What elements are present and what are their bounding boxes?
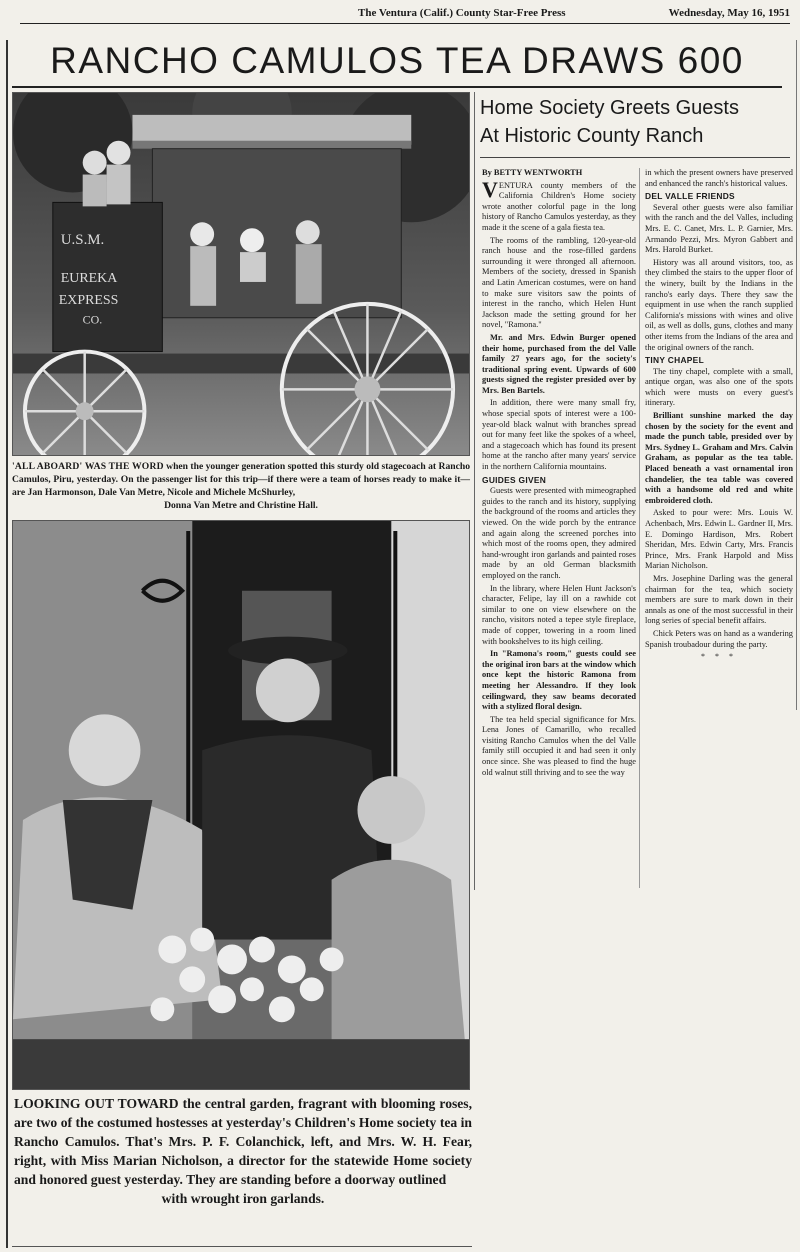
hostesses-photo bbox=[12, 520, 470, 1090]
paragraph-15: Mrs. Josephine Darling was the general chairman for the tea, which society members are sure to mark down in their annals as one of the most successful in their long series of special benefit affairs. bbox=[645, 573, 793, 626]
stagecoach-photo bbox=[12, 92, 470, 456]
article-column-1 bbox=[482, 168, 640, 888]
drop-cap: V bbox=[482, 176, 498, 202]
sign-express: EXPRESS bbox=[58, 292, 119, 308]
left-border-rule bbox=[6, 40, 8, 1248]
subheadline bbox=[480, 94, 790, 158]
paragraph-6: In the library, where Helen Hunt Jackson's character, Felipe, lay ill on a rawhide cot similar to one on view elsewhere on the rancho, visitors noted a tepee style fireplace, made of copper, towering in a room lined with bookshelves to its high ceiling. bbox=[482, 583, 636, 646]
paragraph-4: In addition, there were many small fry, whose special spots of interest were a 100-year-old black walnut with branches spread out for many feet like the spokes of a wheel, and a stagecoach which has found its present home at the rancho after many years' service in the northern California mountains. bbox=[482, 398, 636, 472]
sign-usm: U.S.M. bbox=[60, 232, 105, 249]
stagecoach-caption bbox=[12, 460, 470, 512]
paragraph-14: Asked to pour were: Mrs. Louis W. Achenbach, Mrs. Edwin L. Gardner II, Mrs. E. Domingo Hardison, Mrs. Robert Sheridan, Mrs. Edwin Carty, Mrs. Francis Prince, Mrs. Frank Harpold and Miss Marian Nicholson. bbox=[645, 508, 793, 571]
paragraph-5: Guests were presented with mimeographed guides to the ranch and its history, supplying the background of the rooms and articles they viewed. On the wide porch by the entrance and again along the screened porches into which most of the rooms open, they admired hand-wrought iron garlands and painted roses made by an old German blacksmith employed on the ranch. bbox=[482, 486, 636, 580]
sign-co: CO. bbox=[82, 312, 103, 327]
paragraph-8: The tea held special significance for Mrs. Lena Jones of Camarillo, who recalled visiting Rancho Camulos when the del Valle family still occupied it and had seen it only once since. She was pleased to find the huge old walnut still thriving and to see the way bbox=[482, 714, 636, 777]
section-head-del-valle: DEL VALLE FRIENDS bbox=[645, 191, 735, 202]
headline: RANCHO CAMULOS TEA DRAWS 600 bbox=[12, 36, 782, 88]
sign-eureka: EUREKA bbox=[60, 270, 118, 286]
masthead bbox=[20, 4, 790, 24]
caption2-text: the central garden, fragrant with blooming roses, are two of the costumed hostesses at yesterday's Children's Home society tea in Rancho Camulos. That's Mrs. P. F. Colanchick, left, and Mrs. W. H. Fear, right, with Miss Marian Nicholson, a director for the statewide Home society and honored guest yesterday. They are standing before a doorway outlined bbox=[14, 1096, 472, 1187]
bottom-rule bbox=[12, 1246, 472, 1247]
article-column-2 bbox=[645, 168, 793, 708]
caption2-lead: LOOKING OUT TOWARD bbox=[14, 1096, 179, 1111]
end-mark: * * * bbox=[701, 652, 737, 662]
section-head-chapel: TINY CHAPEL bbox=[645, 355, 704, 366]
byline: By BETTY WENTWORTH bbox=[482, 168, 583, 177]
caption1-text: when the younger generation spotted this sturdy old stagecoach at Rancho Camulos, Piru, yesterday. On the passenger list for this trip—if there were a team of horses ready to make it—are Jan Harmonson, Dale Van Metre, Nicole and Michele McShurley, bbox=[12, 461, 471, 498]
column-rule bbox=[474, 92, 475, 890]
caption1-lead: 'ALL ABOARD' WAS THE WORD bbox=[12, 461, 164, 472]
right-border-rule bbox=[796, 40, 797, 710]
subhead-line-2: At Historic County Ranch bbox=[480, 125, 704, 147]
caption2-last-line: with wrought iron garlands. bbox=[161, 1191, 325, 1206]
subhead-line-1: Home Society Greets Guests bbox=[480, 97, 739, 119]
paragraph-2: The rooms of the rambling, 120-year-old ranch house and the rose-filled gardens surrounding it were thronged all afternoon. Members of the society, dressed in Spanish and Latin American costumes, were on hand to make sure visitors saw the points of interest in the rancho, which Helen Hunt Jackson made the setting ground for her novel, "Ramona." bbox=[482, 235, 636, 330]
paragraph-10: Several other guests were also familiar with the ranch and the del Valles, including Mrs. E. C. Canet, Mrs. L. P. Garnier, Mrs. Armando Pezzi, Mrs. Myron Gabbert and Mrs. Harold Burket. bbox=[645, 202, 793, 255]
paragraph-13: Brilliant sunshine marked the day chosen by the society for the event and made the punch table, presided over by Mrs. Sydney L. Graham and Mrs. Calvin Graham, as popular as the tea table. Placed beneath a vast ornamental iron chandelier, the tea table was covered with a handsome old red and white embroidered cloth. bbox=[645, 411, 793, 505]
paragraph-11: History was all around visitors, too, as they climbed the stairs to the upper floor of the winery, built by the Indians in the rancho's early days. There they saw the equipment in use when the ranch supplied California's missions with wines and olive oil, as well as dolls, guns, clothes and many other items from the Indians of the area and the original owners of the ranch. bbox=[645, 257, 793, 352]
paragraph-7: In "Ramona's room," guests could see the original iron bars at the window which once kept the historic Ramona from meeting her Alessandro. If they look ceilingward, they saw beams decorated with a stylized floral design. bbox=[482, 649, 636, 712]
hostesses-caption bbox=[14, 1094, 472, 1244]
paragraph-12: The tiny chapel, complete with a small, antique organ, was also one of the spots which were musts on every guest's itinerary. bbox=[645, 366, 793, 408]
section-head-guides: GUIDES GIVEN bbox=[482, 474, 547, 485]
newspaper-name: The Ventura (Calif.) County Star-Free Press bbox=[358, 7, 566, 19]
paragraph-1: ENTURA county members of the California Children's Home society wrote another colorful page in the long history of Rancho Camulos yesterday, as they made it the scene of a gala fiesta tea. bbox=[482, 180, 636, 232]
paragraph-16: Chick Peters was on hand as a wandering Spanish troubadour during the party. bbox=[645, 628, 793, 649]
caption1-last-line: Donna Van Metre and Christine Hall. bbox=[164, 500, 318, 511]
paragraph-3: Mr. and Mrs. Edwin Burger opened their home, purchased from the del Valle family 27 years ago, for the society's traditional spring event. Upwards of 600 guests signed the register presided over by Mrs. Ben Bartels. bbox=[482, 332, 636, 395]
issue-date: Wednesday, May 16, 1951 bbox=[668, 7, 790, 19]
paragraph-9: in which the present owners have preserved and enhanced the ranch's historical values. bbox=[645, 168, 793, 188]
